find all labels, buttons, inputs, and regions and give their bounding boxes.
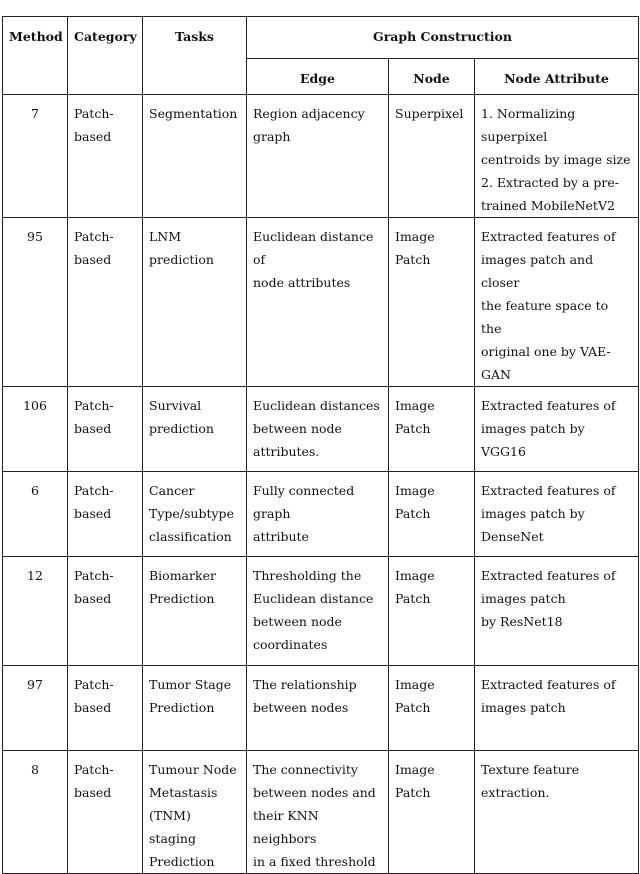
cell-attr: [475, 751, 639, 874]
cell-line: in a fixed threshold: [253, 854, 376, 869]
cell-line: Patch-: [74, 106, 114, 121]
cell-line: images patch and closer: [481, 252, 594, 290]
cell-line: Fully connected graph: [253, 483, 355, 521]
cell-edge: [247, 472, 389, 557]
cell-method: 97: [3, 666, 68, 751]
header-method: Method: [3, 17, 68, 95]
cell-line: Thresholding the: [253, 568, 362, 583]
cell-line: graph: [253, 129, 291, 144]
cell-line: Euclidean distances: [253, 398, 380, 413]
table-row: [3, 557, 639, 666]
cell-line: Tumor Stage: [149, 677, 232, 692]
cell-line: Image Patch: [395, 762, 435, 800]
cell-category: [68, 557, 143, 666]
cell-category: [68, 666, 143, 751]
cell-edge: [247, 95, 389, 218]
cell-line: between nodes and: [253, 785, 376, 800]
cell-line: based: [74, 129, 112, 144]
cell-method: 6: [3, 472, 68, 557]
cell-node: [389, 387, 475, 472]
cell-line: based: [74, 700, 112, 715]
cell-edge: [247, 218, 389, 387]
cell-line: Prediction: [149, 700, 215, 715]
cell-line: Extracted features of: [481, 229, 616, 244]
cell-line: Region adjacency: [253, 106, 365, 121]
cell-tasks: [143, 666, 247, 751]
cell-line: between nodes: [253, 700, 349, 715]
table-row: [3, 218, 639, 387]
cell-line: by ResNet18: [481, 614, 563, 629]
cell-line: images patch by: [481, 421, 585, 436]
cell-line: between node: [253, 421, 342, 436]
cell-line: Extracted features of: [481, 398, 616, 413]
cell-line: Patch-: [74, 762, 114, 777]
cell-line: between node: [253, 614, 342, 629]
cell-line: Extracted features of: [481, 483, 616, 498]
cell-line: Tumour Node: [149, 762, 237, 777]
cell-line: Patch-: [74, 483, 114, 498]
cell-line: based: [74, 785, 112, 800]
cell-line: Patch-: [74, 398, 114, 413]
cell-line: (TNM) staging: [149, 808, 196, 846]
cell-line: based: [74, 506, 112, 521]
cell-method: 8: [3, 751, 68, 874]
cell-node: [389, 557, 475, 666]
cell-category: [68, 751, 143, 874]
cell-attr: [475, 472, 639, 557]
cell-node: [389, 218, 475, 387]
cell-line: Euclidean distance of: [253, 229, 374, 267]
cell-attr: [475, 666, 639, 751]
cell-line: The relationship: [253, 677, 357, 692]
cell-line: centroids by image size: [481, 152, 631, 167]
cell-line: Cancer: [149, 483, 195, 498]
header-tasks: Tasks: [143, 17, 247, 95]
cell-line: Patch-: [74, 229, 114, 244]
cell-method: 106: [3, 387, 68, 472]
cell-tasks: [143, 472, 247, 557]
cell-category: [68, 387, 143, 472]
table-row: [3, 751, 639, 874]
cell-line: classification: [149, 529, 232, 544]
cell-line: Biomarker: [149, 568, 216, 583]
cell-category: [68, 218, 143, 387]
cell-method: 95: [3, 218, 68, 387]
cell-line: Patch-: [74, 568, 114, 583]
cell-line: original one by VAE-GAN: [481, 344, 611, 382]
header-graph-construction: Graph Construction: [247, 17, 639, 59]
cell-line: attributes.: [253, 444, 320, 459]
cell-line: LNM prediction: [149, 229, 214, 267]
cell-attr: [475, 557, 639, 666]
table-row: [3, 387, 639, 472]
cell-line: images patch: [481, 700, 566, 715]
cell-line: coordinates: [253, 637, 328, 652]
cell-line: Metastasis: [149, 785, 218, 800]
cell-line: based: [74, 421, 112, 436]
cell-tasks: [143, 387, 247, 472]
cell-line: Patch-: [74, 677, 114, 692]
header-category: Category: [68, 17, 143, 95]
cell-line: Superpixel: [395, 106, 464, 121]
cell-line: Survival: [149, 398, 202, 413]
cell-edge: [247, 751, 389, 874]
cell-node: [389, 666, 475, 751]
cell-edge: [247, 557, 389, 666]
cell-node: [389, 751, 475, 874]
cell-line: Type/subtype: [149, 506, 234, 521]
cell-line: Euclidean distance: [253, 591, 374, 606]
cell-tasks: [143, 751, 247, 874]
cell-line: Image Patch: [395, 568, 435, 606]
cell-line: images patch by: [481, 506, 585, 521]
cell-line: DenseNet: [481, 529, 544, 544]
header-edge: Edge: [247, 59, 389, 95]
cell-method: 7: [3, 95, 68, 218]
cell-line: Segmentation: [149, 106, 238, 121]
cell-line: extraction.: [481, 785, 550, 800]
cell-line: Image Patch: [395, 229, 435, 267]
cell-attr: [475, 218, 639, 387]
cell-attr: [475, 95, 639, 218]
cell-line: Image Patch: [395, 398, 435, 436]
cell-node: [389, 472, 475, 557]
cell-line: trained MobileNetV2: [481, 198, 615, 213]
cell-edge: [247, 666, 389, 751]
cell-line: attribute: [253, 529, 309, 544]
cell-line: based: [74, 252, 112, 267]
cell-line: the feature space to the: [481, 298, 609, 336]
cell-tasks: [143, 218, 247, 387]
cell-line: Extracted features of: [481, 677, 616, 692]
cell-node: [389, 95, 475, 218]
table-row: [3, 95, 639, 218]
header-node-attribute: Node Attribute: [475, 59, 639, 95]
cell-line: 2. Extracted by a pre-: [481, 175, 619, 190]
cell-line: The connectivity: [253, 762, 358, 777]
cell-line: images patch: [481, 591, 566, 606]
cell-line: their KNN neighbors: [253, 808, 319, 846]
cell-tasks: [143, 95, 247, 218]
cell-line: node attributes: [253, 275, 351, 290]
cell-category: [68, 95, 143, 218]
cell-tasks: [143, 557, 247, 666]
cell-line: 1. Normalizing superpixel: [481, 106, 576, 144]
cell-category: [68, 472, 143, 557]
header-node: Node: [389, 59, 475, 95]
table-row: [3, 472, 639, 557]
cell-line: Extracted features of: [481, 568, 616, 583]
cell-line: based: [74, 591, 112, 606]
cell-attr: [475, 387, 639, 472]
cell-line: Texture feature: [481, 762, 580, 777]
graph-construction-table: [2, 16, 639, 874]
cell-line: Prediction: [149, 591, 215, 606]
cell-line: prediction: [149, 421, 214, 436]
table-row: [3, 666, 639, 751]
cell-method: 12: [3, 557, 68, 666]
cell-line: Image Patch: [395, 677, 435, 715]
cell-line: Image Patch: [395, 483, 435, 521]
cell-edge: [247, 387, 389, 472]
cell-line: VGG16: [481, 444, 526, 459]
cell-line: Prediction: [149, 854, 215, 869]
